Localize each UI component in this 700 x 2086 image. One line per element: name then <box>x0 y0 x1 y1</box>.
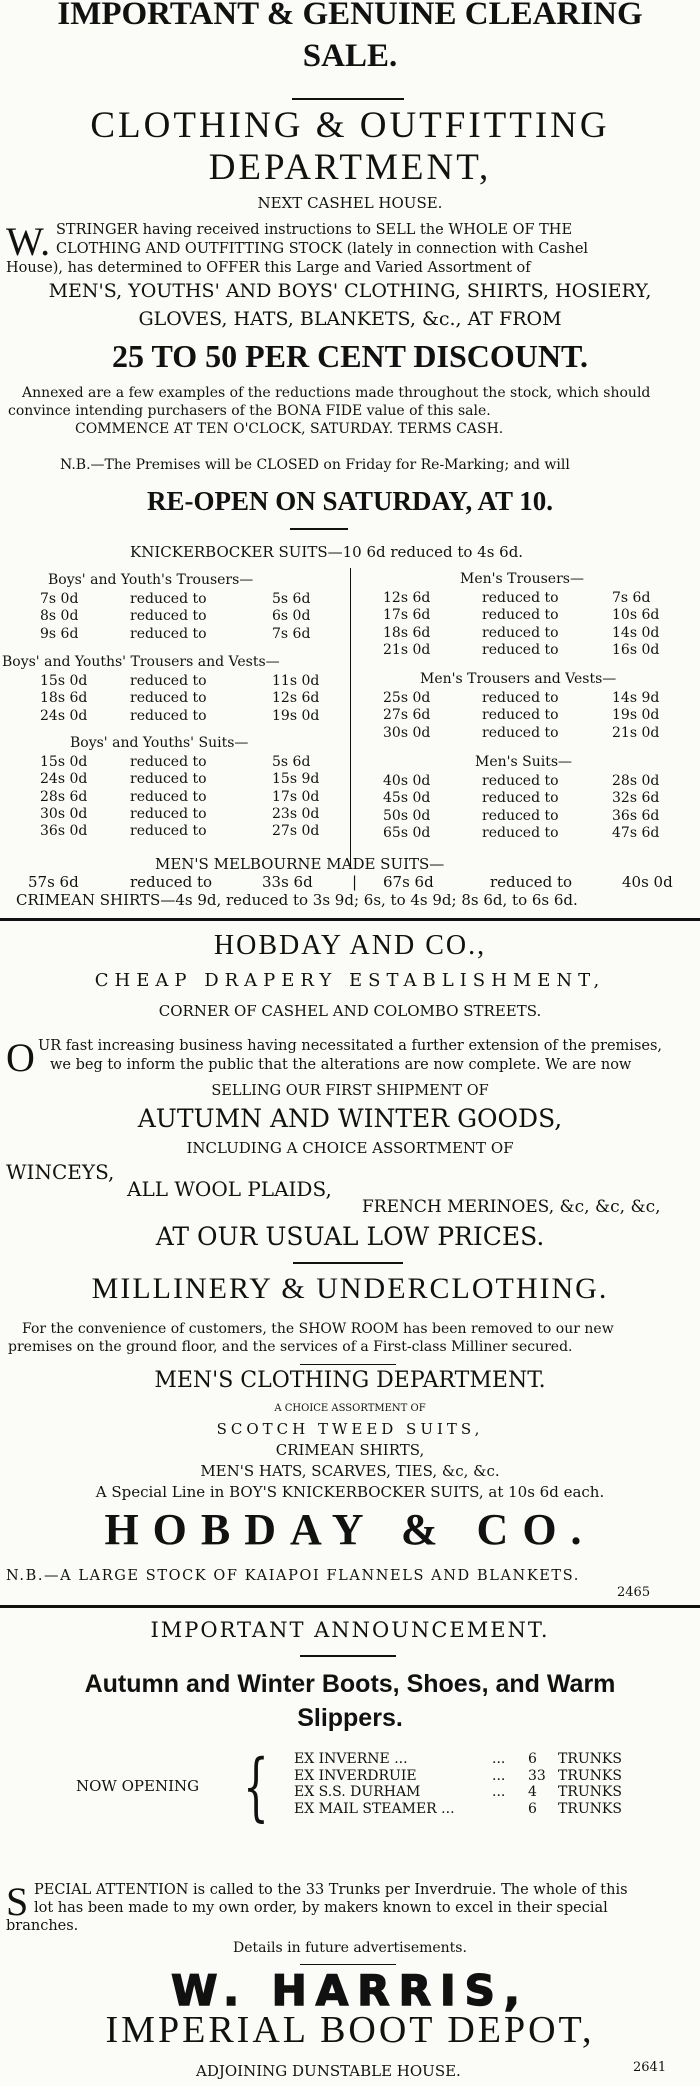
including-line: INCLUDING A CHOICE ASSORTMENT OF <box>186 1139 514 1157</box>
ad-number: 2465 <box>617 1585 651 1600</box>
price-reduced-label: reduced to <box>130 771 207 788</box>
department-title: CLOTHING & OUTFITTING <box>90 105 610 146</box>
price-group-title: Men's Trousers and Vests— <box>420 671 617 687</box>
price-was: 24s 0d <box>40 771 88 788</box>
intro-line: UR fast increasing business having necessitated a further extension of the premises, <box>38 1038 663 1054</box>
goods-line: GLOVES, HATS, BLANKETS, &c., AT FROM <box>138 308 562 330</box>
knickerbocker-line: KNICKERBOCKER SUITS—10 6d reduced to 4s 6d. <box>130 543 524 561</box>
ship-name: EX MAIL STEAMER ... <box>294 1800 455 1817</box>
selling-line: SELLING OUR FIRST SHIPMENT OF <box>211 1083 489 1099</box>
ship-count: 6 <box>528 1751 537 1767</box>
price-now: 5s 6d <box>272 754 311 770</box>
hobday-firm-name: HOBDAY AND CO., <box>213 930 487 961</box>
price-reduced-label: reduced to <box>130 608 207 625</box>
price-group-title: Boys' and Youths' Trousers and Vests— <box>2 654 280 670</box>
divider-rule <box>300 1655 396 1657</box>
corner-address: CORNER OF CASHEL AND COLOMBO STREETS. <box>158 1002 542 1020</box>
w-harris-name: W. HARRIS, <box>171 1966 529 2015</box>
price-was: 18s 6d <box>383 624 431 641</box>
price-was: 28s 6d <box>40 788 88 805</box>
all-wool-plaids: ALL WOOL PLAIDS, <box>127 1177 332 1201</box>
ship-unit: TRUNKS <box>558 1800 622 1817</box>
price-now: 11s 0d <box>272 673 320 689</box>
crimean-shirts-item: CRIMEAN SHIRTS, <box>275 1441 425 1459</box>
price-group-title: Boys' and Youth's Trousers— <box>48 572 254 588</box>
commence-text: COMMENCE AT TEN O'CLOCK, SATURDAY. TERMS CASH. <box>75 421 504 437</box>
price-was: 24s 0d <box>40 707 88 724</box>
ship-separator: ... <box>492 1767 506 1784</box>
special-attention-text: PECIAL ATTENTION is called to the 33 Trunks per Inverdruie. The whole of this <box>34 1882 628 1898</box>
drop-initial-s: S <box>6 1879 29 1924</box>
price-now: 47s 6d <box>612 824 660 841</box>
price-was: 65s 0d <box>383 824 431 841</box>
mens-clothing-heading: MEN'S CLOTHING DEPARTMENT. <box>154 1368 546 1393</box>
ship-unit: TRUNKS <box>558 1784 622 1800</box>
boots-headline-2: Slippers. <box>297 1704 403 1732</box>
melbourne-reduced: reduced to <box>490 873 573 891</box>
price-reduced-label: reduced to <box>130 625 207 642</box>
price-now: 14s 0d <box>612 624 660 641</box>
melbourne-price-was: 67s 6d <box>383 873 434 891</box>
ad-number: 2641 <box>633 2060 667 2075</box>
nb-text: N.B.—The Premises will be CLOSED on Friday for Re-Marking; and will <box>60 457 570 473</box>
divider-rule <box>300 1364 396 1365</box>
convenience-text: For the convenience of customers, the SHOW ROOM has been removed to our new <box>22 1321 614 1337</box>
scotch-tweed-line: SCOTCH TWEED SUITS, <box>216 1420 484 1438</box>
price-reduced-label: reduced to <box>130 707 207 724</box>
price-reduced-label: reduced to <box>482 790 559 807</box>
price-reduced-label: reduced to <box>482 807 559 824</box>
choice-line: A CHOICE ASSORTMENT OF <box>274 1403 426 1414</box>
goods-line: MEN'S, YOUTHS' AND BOYS' CLOTHING, SHIRTS, HOSIERY, <box>48 280 652 302</box>
price-reduced-label: reduced to <box>482 724 559 741</box>
price-now: 7s 6d <box>272 625 311 642</box>
price-reduced-label: reduced to <box>130 754 207 770</box>
price-now: 19s 0d <box>612 707 660 724</box>
column-divider <box>350 568 351 868</box>
price-was: 12s 6d <box>383 590 431 606</box>
department-title-2: DEPARTMENT, <box>208 147 492 188</box>
price-now: 17s 0d <box>272 788 320 805</box>
price-reduced-label: reduced to <box>130 805 207 822</box>
ship-count: 4 <box>528 1784 537 1800</box>
millinery-heading: MILLINERY & UNDERCLOTHING. <box>91 1272 609 1305</box>
price-reduced-label: reduced to <box>130 690 207 707</box>
hobday-co-large: HOBDAY & CO. <box>104 1505 596 1554</box>
drapery-tagline: CHEAP DRAPERY ESTABLISHMENT, <box>94 970 606 991</box>
price-now: 21s 0d <box>612 724 660 741</box>
divider-rule <box>292 98 404 100</box>
clearing-sale-headline: IMPORTANT & GENUINE CLEARING <box>57 0 643 32</box>
price-was: 17s 6d <box>383 607 431 624</box>
clearing-sale-headline-2: SALE. <box>302 38 398 74</box>
hats-line: MEN'S HATS, SCARVES, TIES, &c, &c. <box>200 1462 500 1480</box>
price-was: 27s 6d <box>383 707 431 724</box>
special-line: A Special Line in BOY'S KNICKERBOCKER SUITS, at 10s 6d each. <box>95 1483 605 1501</box>
intro-line: we beg to inform the public that the alterations are now complete. We are now <box>50 1057 632 1073</box>
drop-initial-w: W. <box>6 219 51 264</box>
price-reduced-label: reduced to <box>130 591 207 607</box>
reopen-headline: RE-OPEN ON SATURDAY, AT 10. <box>146 486 554 516</box>
ship-count: 33 <box>528 1767 546 1784</box>
price-now: 6s 0d <box>272 608 311 625</box>
price-was: 36s 0d <box>40 823 88 840</box>
price-now: 19s 0d <box>272 707 320 724</box>
ship-separator: ... <box>492 1784 506 1800</box>
winceys: WINCEYS, <box>6 1160 115 1184</box>
melbourne-price-was: 57s 6d <box>28 873 79 891</box>
price-now: 16s 0d <box>612 641 660 658</box>
price-group-title: Boys' and Youths' Suits— <box>70 735 249 751</box>
special-attention-text: branches. <box>6 1918 79 1934</box>
price-was: 21s 0d <box>383 641 431 658</box>
melbourne-price-now: 33s 6d <box>262 873 313 891</box>
special-attention-text: lot has been made to my own order, by makers known to excel in their special <box>34 1900 608 1916</box>
price-now: 36s 6d <box>612 807 660 824</box>
price-was: 25s 0d <box>383 690 431 706</box>
price-reduced-label: reduced to <box>130 673 207 689</box>
price-now: 10s 6d <box>612 607 660 624</box>
price-was: 7s 0d <box>40 591 79 607</box>
now-opening: NOW OPENING <box>76 1777 200 1795</box>
brace-symbol: { <box>243 1744 269 1830</box>
price-was: 15s 0d <box>40 754 88 770</box>
price-group-title: Men's Suits— <box>475 754 573 770</box>
usual-low-prices: AT OUR USUAL LOW PRICES. <box>155 1222 545 1251</box>
ship-unit: TRUNKS <box>558 1751 622 1767</box>
ship-count: 6 <box>528 1800 537 1817</box>
ship-separator: ... <box>492 1751 506 1767</box>
price-reduced-label: reduced to <box>482 641 559 658</box>
price-reduced-label: reduced to <box>130 823 207 840</box>
crimean-shirts-line: CRIMEAN SHIRTS—4s 9d, reduced to 3s 9d; 6s, to 4s 9d; 8s 6d, to 6s 6d. <box>16 891 578 909</box>
price-was: 45s 0d <box>383 790 431 807</box>
price-now: 12s 6d <box>272 690 320 707</box>
price-now: 14s 9d <box>612 690 660 706</box>
details-line: Details in future advertisements. <box>233 1940 467 1956</box>
price-reduced-label: reduced to <box>482 824 559 841</box>
intro-line: CLOTHING AND OUTFITTING STOCK (lately in connection with Cashel <box>56 241 589 257</box>
annexed-text: Annexed are a few examples of the reductions made throughout the stock, which should <box>22 385 651 401</box>
price-reduced-label: reduced to <box>482 707 559 724</box>
intro-line: STRINGER having received instructions to SELL the WHOLE OF THE <box>56 222 573 238</box>
convenience-text: premises on the ground floor, and the services of a First-class Milliner secured. <box>8 1339 573 1355</box>
price-reduced-label: reduced to <box>482 690 559 706</box>
price-now: 23s 0d <box>272 805 320 822</box>
imperial-boot-depot: IMPERIAL BOOT DEPOT, <box>105 2009 595 2051</box>
location-line: NEXT CASHEL HOUSE. <box>257 194 443 212</box>
price-reduced-label: reduced to <box>482 607 559 624</box>
annexed-text: convince intending purchasers of the BONA FIDE value of this sale. <box>8 403 491 419</box>
price-reduced-label: reduced to <box>482 624 559 641</box>
price-now: 15s 9d <box>272 771 320 788</box>
boots-headline: Autumn and Winter Boots, Shoes, and Warm <box>84 1670 616 1698</box>
melbourne-separator: | <box>352 873 358 891</box>
adjoining-line: ADJOINING DUNSTABLE HOUSE. <box>196 2062 461 2080</box>
price-was: 9s 6d <box>40 625 79 642</box>
drop-initial-o: O <box>6 1035 35 1080</box>
melbourne-title: MEN'S MELBOURNE MADE SUITS— <box>155 855 445 873</box>
section-separator <box>0 1605 700 1608</box>
price-was: 30s 0d <box>383 724 431 741</box>
price-now: 5s 6d <box>272 591 311 607</box>
divider-rule <box>300 1964 396 1965</box>
price-was: 18s 6d <box>40 690 88 707</box>
price-was: 50s 0d <box>383 807 431 824</box>
price-was: 8s 0d <box>40 608 79 625</box>
announcement-heading: IMPORTANT ANNOUNCEMENT. <box>150 1618 550 1642</box>
intro-line: House), has determined to OFFER this Large and Varied Assortment of <box>6 260 531 276</box>
price-was: 40s 0d <box>383 773 431 789</box>
price-reduced-label: reduced to <box>482 590 559 606</box>
divider-rule <box>290 528 348 530</box>
autumn-winter-goods: AUTUMN AND WINTER GOODS, <box>137 1104 563 1133</box>
price-was: 30s 0d <box>40 805 88 822</box>
price-reduced-label: reduced to <box>130 788 207 805</box>
section-separator <box>0 918 700 921</box>
price-was: 15s 0d <box>40 673 88 689</box>
price-now: 28s 0d <box>612 773 660 789</box>
discount-headline: 25 TO 50 PER CENT DISCOUNT. <box>112 338 588 374</box>
melbourne-reduced: reduced to <box>130 873 213 891</box>
divider-rule <box>293 1262 403 1264</box>
ship-name: EX S.S. DURHAM <box>294 1784 421 1800</box>
ship-unit: TRUNKS <box>558 1767 622 1784</box>
price-reduced-label: reduced to <box>482 773 559 789</box>
melbourne-price-now: 40s 0d <box>622 873 673 891</box>
french-merinoes: FRENCH MERINOES, &c, &c, &c, <box>362 1197 661 1217</box>
price-now: 27s 0d <box>272 823 320 840</box>
ship-name: EX INVERDRUIE <box>294 1767 417 1784</box>
price-now: 7s 6d <box>612 590 651 606</box>
price-now: 32s 6d <box>612 790 660 807</box>
ship-name: EX INVERNE ... <box>294 1751 408 1767</box>
kaiapoi-nb: N.B.—A LARGE STOCK OF KAIAPOI FLANNELS AND BLANKETS. <box>6 1568 580 1584</box>
price-group-title: Men's Trousers— <box>460 571 584 587</box>
